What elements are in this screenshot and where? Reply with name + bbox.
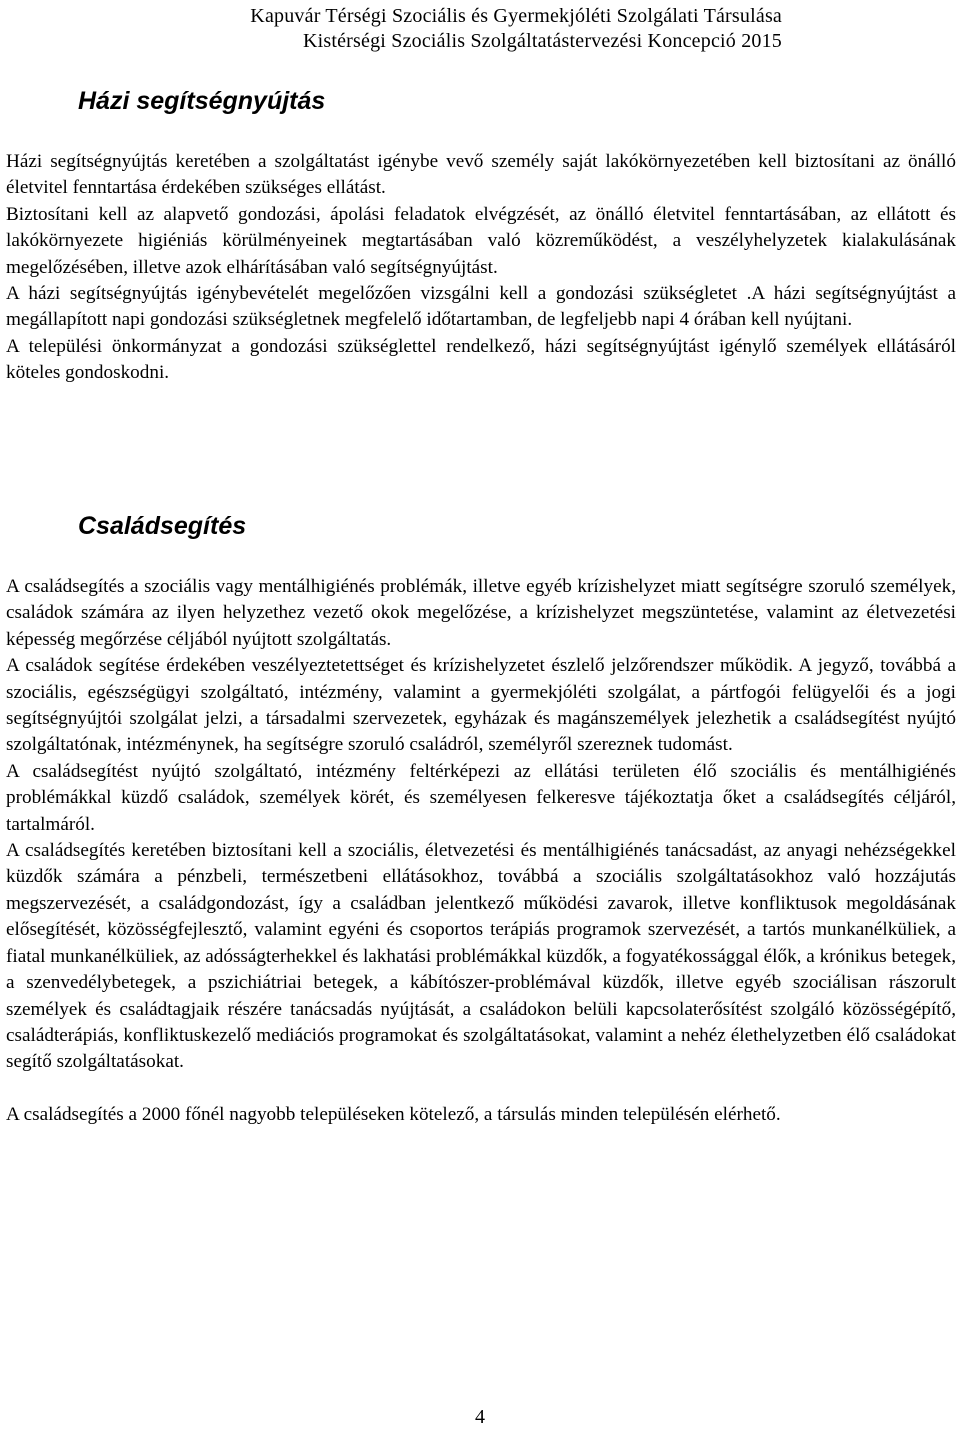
page-number: 4 <box>475 1406 485 1428</box>
paragraph-spacer <box>6 1076 956 1102</box>
paragraph: A családsegítés a szociális vagy mentálhigiénés problémák, illetve egyéb krízishelyzet miatt segítségre szoruló személyek, családok számára az ilyen helyzethez vezető okok megelőzése, a krízishelyzet megszüntetése, valamint az életvezetési képesség megőrzése céljából nyújtott szolgáltatás. <box>6 576 956 650</box>
paragraph: Biztosítani kell az alapvető gondozási, ápolási feladatok elvégzését, az önálló életvitel fenntartásában, az ellátott és lakókörnyezete higiéniás körülményeinek megtartásában való közreműködést, a veszélyhelyzetek kialakulásának megelőzésében, illetve azok elhárításában való segítségnyújtást. <box>6 203 956 278</box>
paragraph: A családsegítést nyújtó szolgáltató, intézmény feltérképezi az ellátási területen élő szociális és mentálhigiénés problémákkal küzdő családok, személyek körét, és személyesen felkeresve tájékoztatja őket a családsegítés céljáról, tartalmáról. <box>6 760 956 835</box>
paragraph: A családsegítés a 2000 főnél nagyobb településeken kötelező, a társulás minden településén elérhető. <box>6 1104 781 1126</box>
paragraph: Házi segítségnyújtás keretében a szolgáltatást igénybe vevő személy saját lakókörnyezetében kell biztosítani az önálló életvitel fenntartása érdekében szükséges ellátást. <box>6 151 956 199</box>
section-body-csaladsegites <box>6 574 956 1129</box>
paragraph: A családok segítése érdekében veszélyeztetettséget és krízishelyzetet észlelő jelzőrendszer működik. A jegyző, továbbá a szociális, egészségügyi szolgáltató, intézmény, valamint a gyermekjóléti szolgálat, a pártfogói felügyelői és a jogi segítségnyújtói szolgálat jelzi, a társadalmi szervezetek, egyházak és magánszemélyek jelezhetik a családsegítést nyújtó szolgáltatónak, intézménynek, ha segítségre szoruló családról, személyről szereznek tudomást. <box>6 655 956 756</box>
paragraph: A házi segítségnyújtás igénybevételét megelőzően vizsgálni kell a gondozási szükségletet .A házi segítségnyújtást a megállapított napi gondozási szükségletnek megfelelő időtartamban, de legfeljebb napi 4 órában kell nyújtani. <box>6 283 956 331</box>
section-title-csaladsegites: Családsegítés <box>78 512 247 540</box>
paragraph: A családsegítés keretében biztosítani kell a szociális, életvezetési és mentálhigiénés tanácsadást, az anyagi nehézségekkel küzdők számára a pénzbeli, természetbeni ellátásokhoz, továbbá a szociális szolgáltatásokhoz való hozzájutás megszervezését, a családgondozást, így a családban jelentkező működési zavarok, illetve konfliktusok megoldásának elősegítését, közösségfejlesztő, valamint egyéni és csoportos terápiás programok szervezését, a tartós munkanélküliek, a fiatal munkanélküliek, az adósságterhekkel és lakhatási problémákkal küzdők, a fogyatékossággal élők, a krónikus betegek, a szenvedélybetegek, a pszichiátriai betegek, a kábítószer-problémával küzdők, illetve egyéb szociálisan rászorult személyek és családtagjaik részére tanácsadás nyújtását, a családokon belüli kapcsolaterősítést szolgáló közösségépítő, családterápiás, konfliktuskezelő mediációs programokat és szolgáltatásokat, valamint a nehéz élethelyzetben élő családokat segítő szolgáltatásokat. <box>6 840 956 1073</box>
paragraph: A települési önkormányzat a gondozási szükséglettel rendelkező, házi segítségnyújtást igénylő személyek ellátásáról köteles gondoskodni. <box>6 335 956 384</box>
header-document-title: Kistérségi Szociális Szolgáltatástervezési Koncepció 2015 <box>302 30 782 52</box>
page-header <box>250 4 782 54</box>
section-body-hazi-segitsegnyujtas <box>6 149 956 387</box>
header-organization: Kapuvár Térségi Szociális és Gyermekjóléti Szolgálati Társulása <box>250 5 782 27</box>
section-title-hazi-segitsegnyujtas: Házi segítségnyújtás <box>78 87 326 115</box>
